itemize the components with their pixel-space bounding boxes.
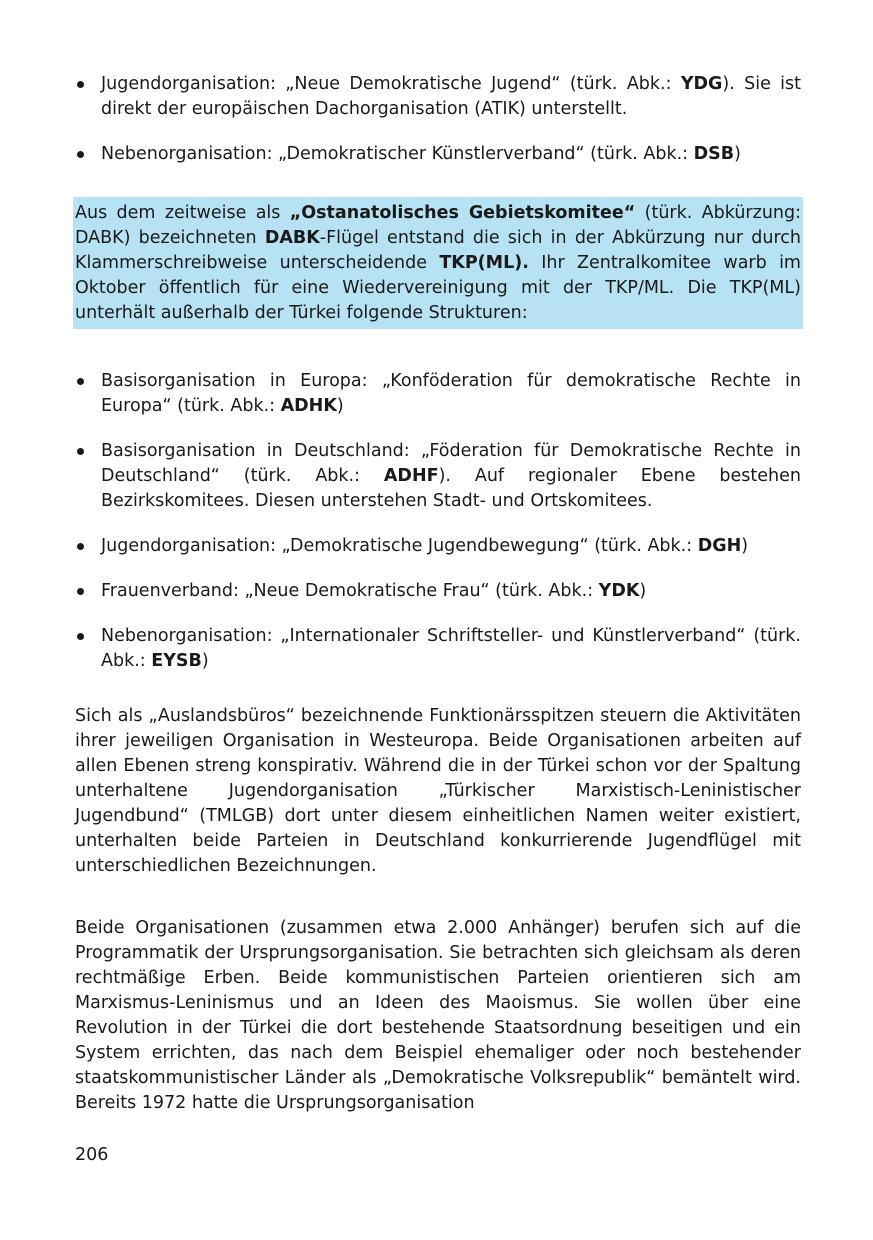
list-item-text: Frauenverband: „Neue Demokratische Frau“ (türk. Abk.: (101, 581, 599, 601)
list-item-text: Nebenorganisation: „Demokratischer Künstlerverband“ (türk. Abk.: (101, 144, 694, 164)
highlight-text: Ihr Zentralkomitee warb im Oktober öffentlich für eine Wiedervereinigung mit der TKP/ML. Die TKP(ML) unterhält außerhalb der Türkei folgende Strukturen: (75, 253, 801, 323)
list-item-text: ) (639, 581, 647, 601)
list-item (75, 439, 801, 514)
highlight-bold: TKP(ML). (439, 253, 529, 273)
list-item (75, 142, 801, 167)
list-item (75, 534, 801, 559)
page-number: 206 (75, 1145, 109, 1165)
highlighted-paragraph (73, 197, 803, 329)
list-item-text: Jugendorganisation: „Demokratische Jugendbewegung“ (türk. Abk.: (101, 536, 698, 556)
list-item (75, 624, 801, 674)
list-item-text: ) (734, 144, 741, 164)
highlight-bold: „Ostanatolisches Gebietskomitee“ (289, 203, 636, 223)
list-item-text: ) (201, 651, 209, 671)
highlight-text: -Flügel entstand die sich in der Abkürzung nur durch Klammerschreibweise unterscheidende (75, 228, 801, 273)
bullet-list-tkp-ml-structures (75, 369, 801, 674)
highlight-bold: DABK (264, 228, 320, 248)
highlight-text: (türk. Abkürzung: DABK) bezeichneten (75, 203, 802, 248)
list-item-text: Nebenorganisation: „Internationaler Schriftsteller- und Künstlerverband“ (türk. Abk.: (101, 626, 801, 671)
abbreviation: YDK (598, 581, 640, 601)
abbreviation: DGH (697, 536, 742, 556)
bullet-list-tkp-ml (75, 72, 801, 167)
list-item-text: Basisorganisation in Deutschland: „Föderation für Demokratische Rechte in Deutschland“ (türk. Abk.: (101, 441, 801, 486)
body-paragraph: Sich als „Auslandsbüros“ bezeichnende Funktionärsspitzen steuern die Aktivitäten ihrer jeweiligen Organisation in Westeuropa. Beide Organisationen arbeiten auf allen Ebenen streng konspirativ. Während die in der Türkei schon vor der Spaltung unterhaltene Jugendorganisation „Türkischer Marxistisch-Leninistischer Jugendbund“ (TMLGB) dort unter diesem einheitlichen Namen weiter existiert, unterhalten beide Parteien in Deutschland konkurrierende Jugendflügel mit unterschiedlichen Bezeichnungen. (75, 706, 801, 876)
document-page (75, 72, 801, 1116)
list-item (75, 72, 801, 122)
highlight-text: Aus dem zeitweise als (75, 203, 290, 223)
list-item-text: ). Sie ist direkt der europäischen Dachorganisation (ATIK) unterstellt. (101, 74, 802, 119)
abbreviation: ADHK (280, 396, 337, 416)
list-item (75, 369, 801, 419)
list-item-text: ) (336, 396, 344, 416)
list-item-text: Basisorganisation in Europa: „Konföderation für demokratische Rechte in Europa“ (türk. Abk.: (101, 371, 801, 416)
list-item (75, 579, 801, 604)
body-paragraph: Beide Organisationen (zusammen etwa 2.000 Anhänger) berufen sich auf die Programmatik der Ursprungsorganisation. Sie betrachten sich gleichsam als deren rechtmäßige Erben. Beide kommunistischen Parteien orientieren sich am Marxismus-Leninismus und an Ideen des Maoismus. Sie wollen über eine Revolution in der Türkei die dort bestehende Staatsordnung beseitigen und ein System errichten, das nach dem Beispiel ehemaliger oder noch bestehender staatskommunistischer Länder als „Demokratische Volksrepublik“ bemäntelt wird. Bereits 1972 hatte die Ursprungsorganisation (75, 918, 801, 1113)
abbreviation: ADHF (383, 466, 439, 486)
abbreviation: DSB (693, 144, 735, 164)
list-item-text: ) (741, 536, 749, 556)
list-item-text: Jugendorganisation: „Neue Demokratische Jugend“ (türk. Abk.: (101, 74, 681, 94)
abbreviation: EYSB (151, 651, 202, 671)
list-item-text: ). Auf regionaler Ebene bestehen Bezirkskomitees. Diesen unterstehen Stadt- und Ortskomitees. (101, 466, 801, 511)
abbreviation: YDG (680, 74, 723, 94)
